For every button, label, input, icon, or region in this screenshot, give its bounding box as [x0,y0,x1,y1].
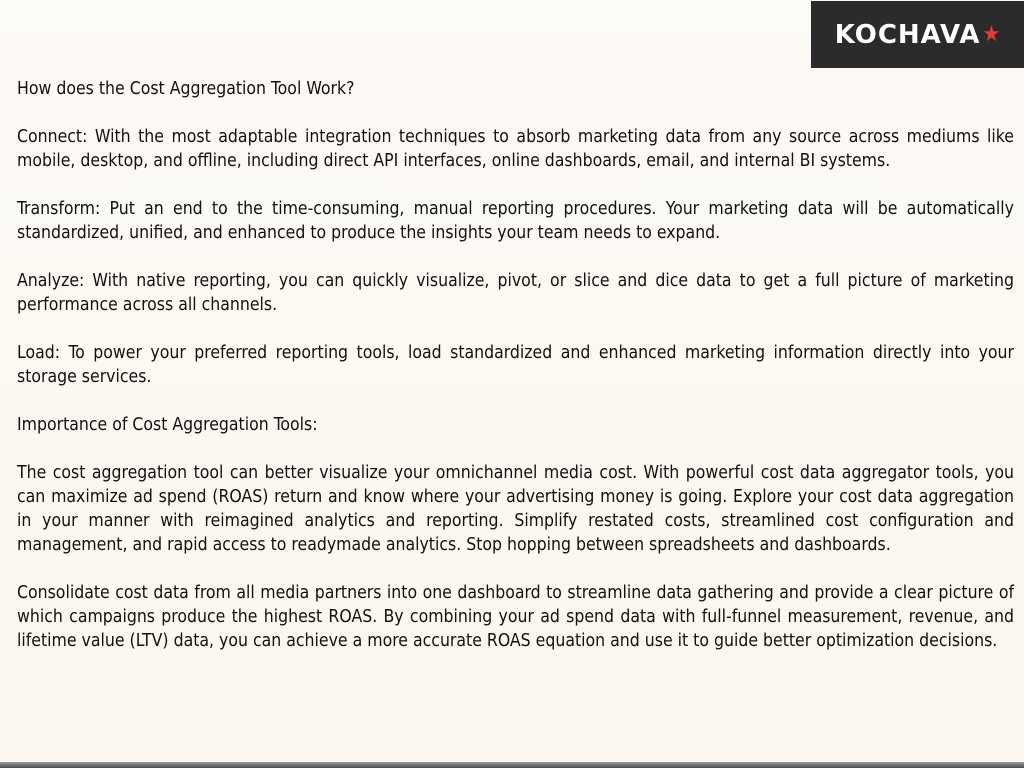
paragraph-importance: The cost aggregation tool can better visualize your omnichannel media cost. With powerful cost data aggregator tools, you can maximize ad spend (ROAS) return and know where your advertising money is going. Explore your cost data aggregation in your manner with reimagined analytics and reporting. Simplify restated costs, streamlined cost configuration and management, and rapid access to readymade analytics. Stop hopping between spreadsheets and dashboards. [17,463,1014,555]
logo-text: KOCHAVA [834,19,981,50]
kochava-logo [811,1,1024,68]
logo-star-icon: ★ [982,22,1001,47]
section-heading-importance: Importance of Cost Aggregation Tools: [17,415,318,435]
paragraph-consolidate: Consolidate cost data from all media partners into one dashboard to streamline data gathering and provide a clear picture of which campaigns produce the highest ROAS. By combining your ad spend data with full-funnel measurement, revenue, and lifetime value (LTV) data, you can achieve a more accurate ROAS equation and use it to guide better optimization decisions. [17,583,1014,651]
paragraph-connect: Connect: With the most adaptable integration techniques to absorb marketing data from any source across mediums like mobile, desktop, and offline, including direct API interfaces, online dashboards, email, and internal BI systems. [17,127,1014,171]
bottom-divider [0,762,1024,768]
document-body [17,77,1014,677]
paragraph-analyze: Analyze: With native reporting, you can quickly visualize, pivot, or slice and dice data to get a full picture of marketing performance across all channels. [17,271,1014,315]
section-heading-how-it-works: How does the Cost Aggregation Tool Work? [17,79,355,99]
paragraph-transform: Transform: Put an end to the time-consuming, manual reporting procedures. Your marketing data will be automatically standardized, unified, and enhanced to produce the insights your team needs to expand. [17,199,1014,243]
paragraph-load: Load: To power your preferred reporting tools, load standardized and enhanced marketing information directly into your storage services. [17,343,1014,387]
